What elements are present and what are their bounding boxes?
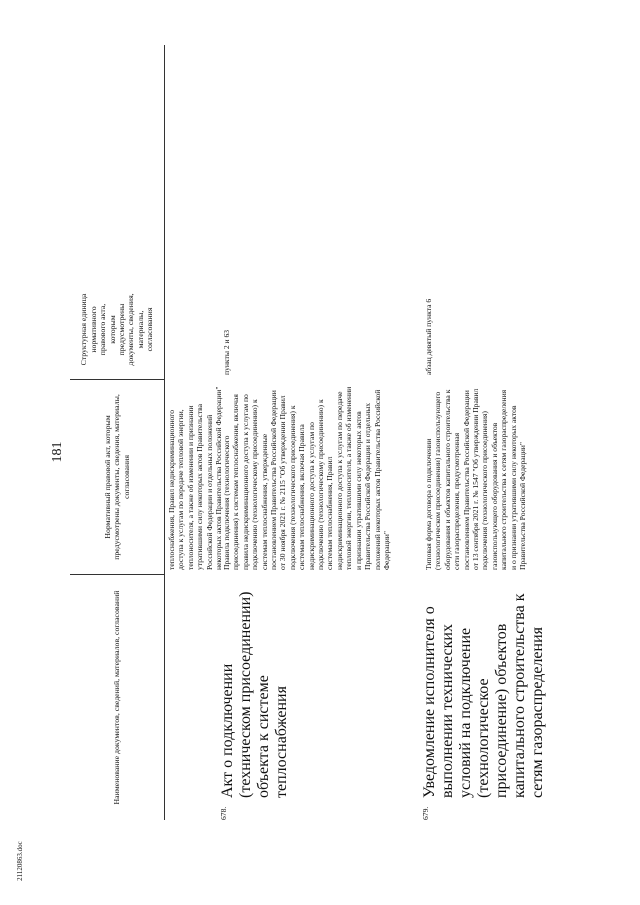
row-number: 679. — [421, 806, 430, 820]
footer-filename: 21120863.doc — [16, 841, 24, 881]
row-name-cell — [421, 575, 612, 820]
row-unit: пункты 2 и 63 — [222, 329, 231, 375]
row-name-cell — [219, 575, 421, 820]
header-col-name: Наименование документов, сведений, материалов, согласований — [112, 590, 122, 805]
row-number: 678. — [219, 806, 228, 820]
header-col-unit: Структурная единица нормативного правового акта, которым предусмотрены документы, сведения, материалы, согласования — [70, 280, 164, 380]
row-act: Правила подключения (технологического присоединения) к системам теплоснабжения, включая правила недискриминационного доступа к услугам по подключению (технологическому присоединению) к системам теплоснабжения, утвержденные постановлением Правительства Российской Федерации от 30 ноября 2021 г. № 2115 "Об утверждении Правил подключения (технологического присоединения) к системам теплоснабжения, включая Правила недискриминационного доступа к услугам по подключению (технологическому присоединению) к системам теплоснабжения, Правил недискриминационного доступа к услугам по передаче тепловой энергии, теплоносителя, а также об изменении и признании утратившими силу некоторых актов Правительства Российской Федерации и отдельных положений некоторых актов Правительства Российской Федерации" — [222, 386, 391, 570]
page-number: 181 — [50, 441, 65, 463]
row-act: Типовая форма договора о подключении (технологическом присоединении) газоиспользующего оборудования и объектов капитального строительства к сети газораспределения, предусмотренная постановлением Правительства Российской Федерации от 13 сентября 2021 г. № 1547 "Об утверждении Правил подключения (технологического присоединения) газоиспользующего оборудования и объектов капитального строительства к сетям газораспределения и о признании утратившими силу некоторых актов Правительства Российской Федерации" — [424, 388, 528, 570]
row-name: Акт о подключении (техническом присоединении) объекта к системе теплоснабжения — [219, 591, 290, 798]
row-unit: абзац девятый пункта 6 — [424, 298, 433, 375]
table-row — [421, 45, 612, 820]
table-header — [70, 45, 165, 820]
header-col-act: Нормативный правовой акт, которым предусмотрены документы, сведения, материалы, согласования — [70, 380, 164, 575]
document-table — [70, 45, 612, 820]
continued-act-text: теплоснабжения, Правил недискриминационного доступа к услугам по передаче тепловой энергии, теплоносителя, а также об изменении и признании утратившими силу некоторых актов Правительства Российской Федерации и отдельных положений некоторых актов Правительства Российской Федерации" — [167, 386, 224, 570]
table-row — [219, 45, 421, 820]
row-name: Уведомление исполнителя о выполнении технических условий на подключение (технологическое присоединение) объектов капитального строительства к сетям газораспределения — [421, 593, 546, 798]
